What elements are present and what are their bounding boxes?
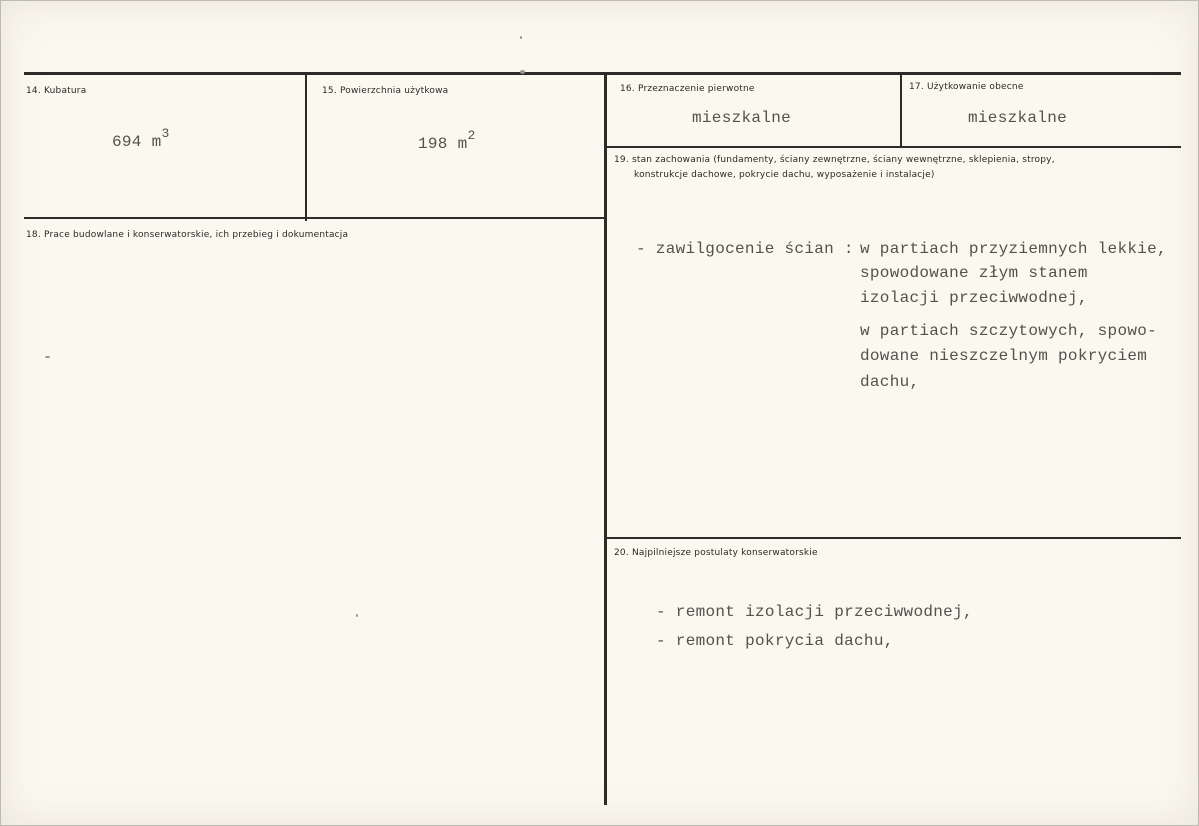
- kubatura-number: 694: [112, 133, 142, 151]
- field-19-label-line2: konstrukcje dachowe, pokrycie dachu, wyposażenie i instalacje): [634, 170, 935, 180]
- kubatura-exponent: 3: [161, 126, 170, 141]
- divider-16-17: [900, 75, 902, 146]
- field-19-label-line1: 19. stan zachowania (fundamenty, ściany zewnętrzne, ściany wewnętrzne, sklepienia, stropy,: [614, 155, 1055, 165]
- field-19-entry-prefix: - zawilgocenie ścian :: [636, 240, 854, 258]
- field-20-label: 20. Najpilniejsze postulaty konserwatorskie: [614, 548, 818, 558]
- divider-14-15: [305, 75, 307, 221]
- main-vertical-divider: [604, 75, 607, 805]
- rule-below-14-15: [24, 217, 604, 219]
- rule-above-20: [606, 537, 1181, 539]
- powierzchnia-exponent: 2: [467, 128, 476, 143]
- field-16-value: mieszkalne: [692, 109, 792, 127]
- field-19-line-2: spowodowane złym stanem: [860, 264, 1088, 282]
- field-18-label: 18. Prace budowlane i konserwatorskie, ich przebieg i dokumentacja: [26, 230, 349, 240]
- rule-below-16-17: [606, 146, 1181, 148]
- field-20-item-2: - remont pokrycia dachu,: [656, 632, 894, 650]
- field-19-line-6: dachu,: [860, 373, 920, 391]
- field-19-line-1: w partiach przyziemnych lekkie,: [860, 240, 1167, 258]
- field-19-line-3: izolacji przeciwwodnej,: [860, 289, 1088, 307]
- kubatura-unit: m: [151, 133, 162, 151]
- field-17-value: mieszkalne: [968, 109, 1068, 127]
- field-19-line-5: dowane nieszczelnym pokryciem: [860, 347, 1148, 365]
- field-14-label: 14. Kubatura: [26, 86, 87, 96]
- paper-speck: [356, 614, 358, 617]
- powierzchnia-number: 198: [418, 135, 448, 153]
- field-14-value: [112, 126, 170, 151]
- top-rule: [24, 72, 1181, 75]
- field-16-label: 16. Przeznaczenie pierwotne: [620, 84, 755, 94]
- field-19-line-4: w partiach szczytowych, spowo-: [860, 322, 1158, 340]
- paper-speck: [45, 356, 50, 358]
- field-20-item-1: - remont izolacji przeciwwodnej,: [656, 603, 973, 621]
- paper-speck: [520, 70, 525, 74]
- powierzchnia-unit: m: [457, 135, 468, 153]
- field-15-value: [418, 128, 476, 153]
- field-15-label: 15. Powierzchnia użytkowa: [322, 86, 449, 96]
- field-17-label: 17. Użytkowanie obecne: [909, 82, 1024, 92]
- paper-speck: [520, 36, 522, 39]
